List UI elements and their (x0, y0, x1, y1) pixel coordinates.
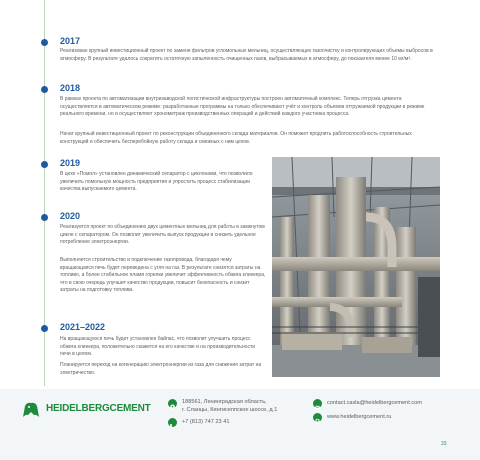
timeline-dot (41, 161, 48, 168)
timeline-dot (41, 214, 48, 221)
website-link[interactable]: www.heidelbergcement.ru (327, 414, 392, 420)
paragraph: В цехе «Помол» установлен динамический сепаратор с циклонами, что позволило увеличить помольную мощность предприятия и упростить процесс стабилизации качества выпускаемого цемента. (60, 171, 253, 193)
year-heading: 2017 (60, 36, 81, 46)
heidelbergcement-logo (20, 400, 156, 420)
location-pin-icon (168, 399, 177, 408)
phone-number[interactable]: +7 (813) 747 23 41 (182, 419, 230, 425)
page-number: 33 (441, 441, 447, 447)
year-heading: 2020 (60, 211, 81, 221)
paragraph: Реализован крупный инвестиционный проект по замене фильтров угломольных мельниц, осуществляющих газоочистку и контролирующих объемы выбросов в атмосферу. В результате удалось сократить остаточную запыленность очищенных газов, выбрасываемых в атмосферу, до показателя менее 10 мг/м³. (60, 48, 433, 62)
timeline-dot (41, 86, 48, 93)
paragraph: Планируется переход на когенерацию электроэнергии из газа для снижения затрат на электричество. (60, 362, 262, 376)
paragraph: В рамках проекта по автоматизации внутризаводской логистической инфраструктуры построен автоматичный комплекс. Теперь отгрузка цемента осуществляется в автоматическом режиме: разработанные программы на только обеспечивают учёт и контроль объемов отгружаемой продукции в режиме реального времени, но и осуществляют хронометраж производственных операций и действий каждого участника процесса. (60, 96, 425, 118)
paragraph: Реализуется проект по объединению двух цементных мельниц для работы в замкнутом цикле с сепаратором. Он позволит увеличить выпуск продукции и снизить удельное потребление электроэнергии. (60, 224, 265, 246)
plant-photo (272, 157, 440, 377)
year-heading: 2021–2022 (60, 322, 106, 332)
year-heading: 2018 (60, 83, 81, 93)
lion-logo-icon (20, 400, 42, 420)
paragraph: Выполняется строительство и подключение газопровода, благодаря чему вращающаяся печь будет переведена с угля на газ. В результате снизятся затраты на топливо, а более стабильное пламя горелки увеличит эффективность обжига клинкера, что в свою очередь улучшит качество продукции, повысит безопасность и снизит затраты на подготовку топлива. (60, 257, 266, 294)
logo-text: HEIDELBERGCEMENT (46, 403, 151, 414)
paragraph: Начат крупный инвестиционный проект по реконструкции объединенного склада материалов. Он поможет продлить работоспособность строительных конструкций и обеспечить бесперебойную работу склада и смежных с ним цехов. (60, 131, 412, 145)
timeline-dot (41, 39, 48, 46)
year-heading: 2019 (60, 158, 81, 168)
paragraph: На вращающуюся печь будет установлен байпас, что позволит улучшить процесс обжига клинкера, положительно скажется на его качестве и на производительности печи в целом. (60, 336, 256, 358)
address-line-1: 188561, Ленинградская область, (182, 399, 267, 405)
email-icon (313, 399, 322, 408)
address-line-2: г. Сланцы, Кингисеппское шоссе, д.1 (182, 407, 278, 413)
timeline-dot (41, 325, 48, 332)
globe-icon (313, 413, 322, 422)
phone-icon (168, 418, 177, 427)
email-link[interactable]: contact.casla@heidelbergcement.com (327, 400, 422, 406)
